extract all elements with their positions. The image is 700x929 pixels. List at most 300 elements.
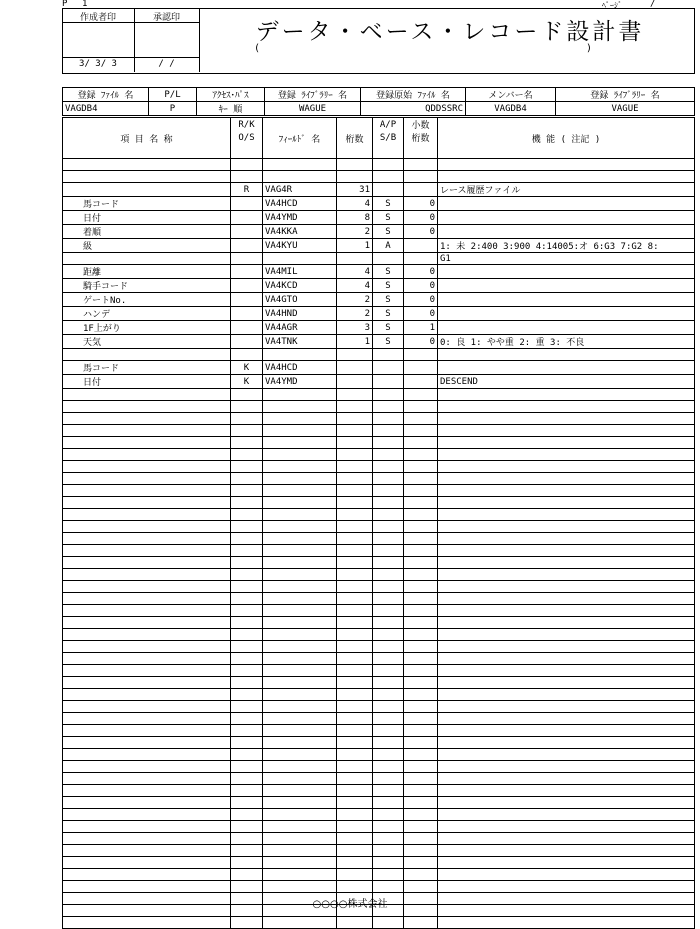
cell-digits [337, 773, 373, 785]
cell-item-name: 着順 [63, 225, 231, 239]
cell-digits [337, 797, 373, 809]
cell-field [263, 545, 337, 557]
field-table [62, 117, 695, 929]
cell-rk [231, 197, 263, 211]
cell-field [263, 725, 337, 737]
cell-digits: 8 [337, 211, 373, 225]
cell-dec [404, 641, 438, 653]
cell-item-name [63, 785, 231, 797]
cell-item-name: ハンデ [63, 307, 231, 321]
table-row [63, 293, 695, 307]
cell-dec [404, 253, 438, 265]
cell-dec [404, 521, 438, 533]
cell-note [438, 389, 695, 401]
cell-ap [373, 809, 404, 821]
cell-digits: 1 [337, 239, 373, 253]
cell-field [263, 521, 337, 533]
cell-ap [373, 557, 404, 569]
cell-digits [337, 159, 373, 171]
page-kana-label: ﾍﾟｰｼﾞ [602, 1, 622, 10]
cell-rk [231, 809, 263, 821]
table-row [63, 653, 695, 665]
cell-rk [231, 677, 263, 689]
cell-item-name [63, 737, 231, 749]
cell-dec: 0 [404, 335, 438, 349]
table-row [63, 349, 695, 361]
cell-field: VA4AGR [263, 321, 337, 335]
cell-digits [337, 497, 373, 509]
cell-digits: 3 [337, 321, 373, 335]
page-label: P [62, 0, 68, 9]
cell-note [438, 725, 695, 737]
cell-digits [337, 725, 373, 737]
table-row [63, 307, 695, 321]
cell-ap [373, 461, 404, 473]
column-header-row [63, 118, 695, 132]
cell-item-name [63, 449, 231, 461]
cell-field [263, 557, 337, 569]
cell-digits [337, 761, 373, 773]
cell-item-name [63, 497, 231, 509]
title-paren-open: ( [254, 43, 261, 54]
cell-item-name [63, 485, 231, 497]
cell-field [263, 701, 337, 713]
cell-field [263, 677, 337, 689]
cell-field [263, 389, 337, 401]
cell-field: VA4GTO [263, 293, 337, 307]
col-field: ﾌｨｰﾙﾄﾞ 名 [263, 118, 337, 159]
cell-rk [231, 521, 263, 533]
table-row [63, 473, 695, 485]
col-digits: 桁数 [337, 118, 373, 159]
cell-note: 0: 良 1: やや重 2: 重 3: 不良 [438, 335, 695, 349]
cell-rk [231, 425, 263, 437]
cell-field [263, 749, 337, 761]
cell-ap [373, 725, 404, 737]
cell-note [438, 225, 695, 239]
cell-ap [373, 869, 404, 881]
cell-dec [404, 725, 438, 737]
cell-ap [373, 425, 404, 437]
table-row [63, 677, 695, 689]
table-row [63, 917, 695, 929]
cell-dec: 0 [404, 307, 438, 321]
cell-digits [337, 533, 373, 545]
cell-rk [231, 159, 263, 171]
cell-field [263, 533, 337, 545]
cell-field [263, 821, 337, 833]
table-row [63, 335, 695, 349]
cell-note [438, 797, 695, 809]
stamp-divider [199, 8, 200, 72]
table-row [63, 569, 695, 581]
cell-item-name [63, 509, 231, 521]
cell-item-name: 距離 [63, 265, 231, 279]
cell-rk [231, 545, 263, 557]
cell-ap [373, 183, 404, 197]
cell-item-name [63, 809, 231, 821]
cell-field [263, 569, 337, 581]
cell-dec [404, 533, 438, 545]
register-header-member: メンバー名 [466, 88, 556, 102]
table-row [63, 605, 695, 617]
cell-digits [337, 641, 373, 653]
cell-item-name [63, 869, 231, 881]
cell-digits [337, 605, 373, 617]
cell-dec [404, 737, 438, 749]
cell-note [438, 533, 695, 545]
cell-item-name [63, 159, 231, 171]
cell-digits [337, 785, 373, 797]
cell-ap [373, 677, 404, 689]
table-row [63, 665, 695, 677]
cell-item-name [63, 773, 231, 785]
cell-item-name [63, 593, 231, 605]
cell-dec [404, 557, 438, 569]
cell-digits: 4 [337, 197, 373, 211]
cell-note [438, 265, 695, 279]
cell-dec [404, 749, 438, 761]
cell-note [438, 509, 695, 521]
register-value-member: VAGDB4 [466, 102, 556, 116]
cell-ap [373, 617, 404, 629]
cell-ap: A [373, 239, 404, 253]
cell-dec [404, 653, 438, 665]
cell-dec [404, 809, 438, 821]
cell-note [438, 917, 695, 929]
cell-ap [373, 641, 404, 653]
page-slash: / [650, 0, 656, 9]
table-row [63, 785, 695, 797]
cell-digits [337, 485, 373, 497]
cell-ap [373, 665, 404, 677]
register-value-library2: VAGUE [556, 102, 695, 116]
cell-field [263, 509, 337, 521]
cell-field [263, 605, 337, 617]
cell-rk [231, 449, 263, 461]
header-spacer [373, 144, 404, 159]
table-row [63, 509, 695, 521]
table-row [63, 593, 695, 605]
cell-digits [337, 349, 373, 361]
cell-item-name [63, 617, 231, 629]
cell-rk [231, 857, 263, 869]
cell-digits: 4 [337, 265, 373, 279]
table-row [63, 413, 695, 425]
table-row [63, 845, 695, 857]
cell-item-name [63, 917, 231, 929]
cell-note [438, 845, 695, 857]
col-item-name: 項 目 名 称 [63, 118, 231, 159]
cell-rk [231, 211, 263, 225]
col-ap: A/P [373, 118, 404, 132]
cell-digits [337, 253, 373, 265]
cell-rk [231, 265, 263, 279]
cell-dec [404, 239, 438, 253]
col-sb: S/B [373, 131, 404, 144]
cell-ap [373, 761, 404, 773]
cell-dec [404, 797, 438, 809]
table-row [63, 183, 695, 197]
page-number: 1 [82, 0, 88, 9]
col-function: 機 能 ( 注記 ) [438, 118, 695, 159]
cell-ap [373, 159, 404, 171]
cell-note [438, 593, 695, 605]
cell-digits [337, 389, 373, 401]
cell-rk [231, 701, 263, 713]
table-row [63, 821, 695, 833]
cell-dec [404, 857, 438, 869]
table-row [63, 809, 695, 821]
cell-note [438, 437, 695, 449]
cell-digits [337, 833, 373, 845]
cell-note [438, 413, 695, 425]
cell-item-name: 日付 [63, 375, 231, 389]
table-row [63, 197, 695, 211]
cell-note [438, 617, 695, 629]
cell-field [263, 253, 337, 265]
register-header-pl: P/L [149, 88, 197, 102]
register-header-library2: 登録 ﾗｲﾌﾞﾗﾘｰ 名 [556, 88, 695, 102]
cell-digits: 1 [337, 335, 373, 349]
cell-item-name [63, 665, 231, 677]
cell-field [263, 653, 337, 665]
cell-note [438, 497, 695, 509]
table-row [63, 641, 695, 653]
cell-digits [337, 617, 373, 629]
cell-item-name [63, 797, 231, 809]
title-paren-close: ) [586, 43, 593, 54]
table-row [63, 279, 695, 293]
cell-dec: 0 [404, 265, 438, 279]
table-row [63, 713, 695, 725]
register-header-source: 登録原始 ﾌｧｲﾙ 名 [361, 88, 466, 102]
cell-note: DESCEND [438, 375, 695, 389]
table-row [63, 361, 695, 375]
cell-digits [337, 869, 373, 881]
cell-field [263, 425, 337, 437]
table-row [63, 239, 695, 253]
cell-digits [337, 437, 373, 449]
cell-item-name [63, 183, 231, 197]
cell-field: VA4HCD [263, 197, 337, 211]
cell-digits [337, 737, 373, 749]
cell-dec [404, 629, 438, 641]
cell-field [263, 413, 337, 425]
register-value-source: QDDSSRC [361, 102, 466, 116]
cell-item-name: 級 [63, 239, 231, 253]
cell-digits [337, 361, 373, 375]
cell-ap: S [373, 211, 404, 225]
cell-note [438, 713, 695, 725]
cell-field [263, 473, 337, 485]
cell-dec [404, 545, 438, 557]
cell-dec [404, 581, 438, 593]
cell-note [438, 737, 695, 749]
cell-dec [404, 845, 438, 857]
cell-rk [231, 473, 263, 485]
cell-item-name [63, 833, 231, 845]
cell-item-name [63, 545, 231, 557]
cell-dec: 0 [404, 279, 438, 293]
cell-field [263, 785, 337, 797]
cell-digits [337, 809, 373, 821]
cell-rk [231, 569, 263, 581]
cell-field: VA4MIL [263, 265, 337, 279]
cell-digits [337, 917, 373, 929]
cell-dec [404, 785, 438, 797]
table-row [63, 737, 695, 749]
cell-note [438, 749, 695, 761]
cell-item-name [63, 629, 231, 641]
header-spacer [404, 144, 438, 159]
cell-note [438, 171, 695, 183]
cell-rk [231, 413, 263, 425]
register-value-file: VAGDB4 [63, 102, 149, 116]
register-value-access: ｷｰ 順 [197, 102, 265, 116]
cell-field [263, 833, 337, 845]
cell-ap [373, 713, 404, 725]
table-row [63, 461, 695, 473]
cell-item-name [63, 725, 231, 737]
cell-rk [231, 335, 263, 349]
table-row [63, 521, 695, 533]
cell-digits [337, 653, 373, 665]
cell-ap [373, 845, 404, 857]
table-row [63, 437, 695, 449]
cell-field [263, 809, 337, 821]
cell-field [263, 641, 337, 653]
cell-rk: K [231, 375, 263, 389]
cell-ap [373, 749, 404, 761]
cell-rk [231, 485, 263, 497]
cell-rk [231, 869, 263, 881]
cell-ap [373, 785, 404, 797]
creator-stamp-label: 作成者印 [79, 13, 116, 23]
cell-note [438, 449, 695, 461]
cell-item-name: ゲートNo. [63, 293, 231, 307]
cell-dec [404, 473, 438, 485]
cell-rk [231, 401, 263, 413]
col-os: O/S [231, 131, 263, 144]
cell-ap [373, 689, 404, 701]
cell-item-name [63, 689, 231, 701]
cell-note: レース履歴ファイル [438, 183, 695, 197]
cell-item-name [63, 581, 231, 593]
cell-note [438, 197, 695, 211]
cell-dec [404, 485, 438, 497]
cell-ap [373, 881, 404, 893]
cell-item-name [63, 253, 231, 265]
cell-dec [404, 449, 438, 461]
cell-rk [231, 785, 263, 797]
cell-field [263, 461, 337, 473]
cell-ap [373, 413, 404, 425]
cell-ap [373, 349, 404, 361]
cell-field: VA4HCD [263, 361, 337, 375]
cell-rk [231, 821, 263, 833]
cell-dec: 0 [404, 225, 438, 239]
cell-dec [404, 869, 438, 881]
cell-field: VA4YMD [263, 375, 337, 389]
cell-rk [231, 497, 263, 509]
cell-ap: S [373, 265, 404, 279]
table-row [63, 581, 695, 593]
cell-item-name [63, 413, 231, 425]
cell-field [263, 485, 337, 497]
cell-rk [231, 881, 263, 893]
table-row [63, 425, 695, 437]
cell-ap [373, 449, 404, 461]
cell-item-name [63, 521, 231, 533]
cell-field [263, 917, 337, 929]
create-date: 3/ 3/ 3 [79, 59, 117, 69]
table-row [63, 401, 695, 413]
cell-note [438, 485, 695, 497]
cell-note [438, 677, 695, 689]
cell-dec [404, 605, 438, 617]
register-header-access: ｱｸｾｽ･ﾊﾟｽ [197, 88, 265, 102]
cell-field: VA4KKA [263, 225, 337, 239]
cell-item-name [63, 389, 231, 401]
table-row [63, 449, 695, 461]
cell-dec [404, 413, 438, 425]
cell-field [263, 773, 337, 785]
cell-note [438, 425, 695, 437]
table-row [63, 773, 695, 785]
register-value-pl: P [149, 102, 197, 116]
cell-digits [337, 425, 373, 437]
cell-digits [337, 857, 373, 869]
cell-field: VA4KYU [263, 239, 337, 253]
cell-digits [337, 569, 373, 581]
cell-digits [337, 557, 373, 569]
cell-rk [231, 653, 263, 665]
cell-rk [231, 307, 263, 321]
cell-field [263, 761, 337, 773]
cell-ap [373, 737, 404, 749]
cell-digits [337, 593, 373, 605]
cell-ap [373, 389, 404, 401]
cell-note [438, 473, 695, 485]
cell-ap [373, 485, 404, 497]
cell-rk [231, 761, 263, 773]
cell-item-name: 天気 [63, 335, 231, 349]
cell-rk [231, 293, 263, 307]
cell-dec [404, 833, 438, 845]
cell-ap [373, 521, 404, 533]
cell-digits [337, 509, 373, 521]
cell-item-name [63, 569, 231, 581]
cell-note [438, 857, 695, 869]
cell-ap [373, 569, 404, 581]
register-header-library: 登録 ﾗｲﾌﾞﾗﾘｰ 名 [265, 88, 361, 102]
register-table [62, 87, 695, 116]
cell-rk [231, 461, 263, 473]
cell-dec [404, 389, 438, 401]
cell-dec [404, 677, 438, 689]
table-row [63, 629, 695, 641]
cell-field [263, 437, 337, 449]
cell-item-name [63, 533, 231, 545]
table-row [63, 557, 695, 569]
cell-note [438, 557, 695, 569]
cell-rk [231, 533, 263, 545]
table-row [63, 749, 695, 761]
cell-field: VA4KCD [263, 279, 337, 293]
cell-field: VA4YMD [263, 211, 337, 225]
table-row [63, 881, 695, 893]
